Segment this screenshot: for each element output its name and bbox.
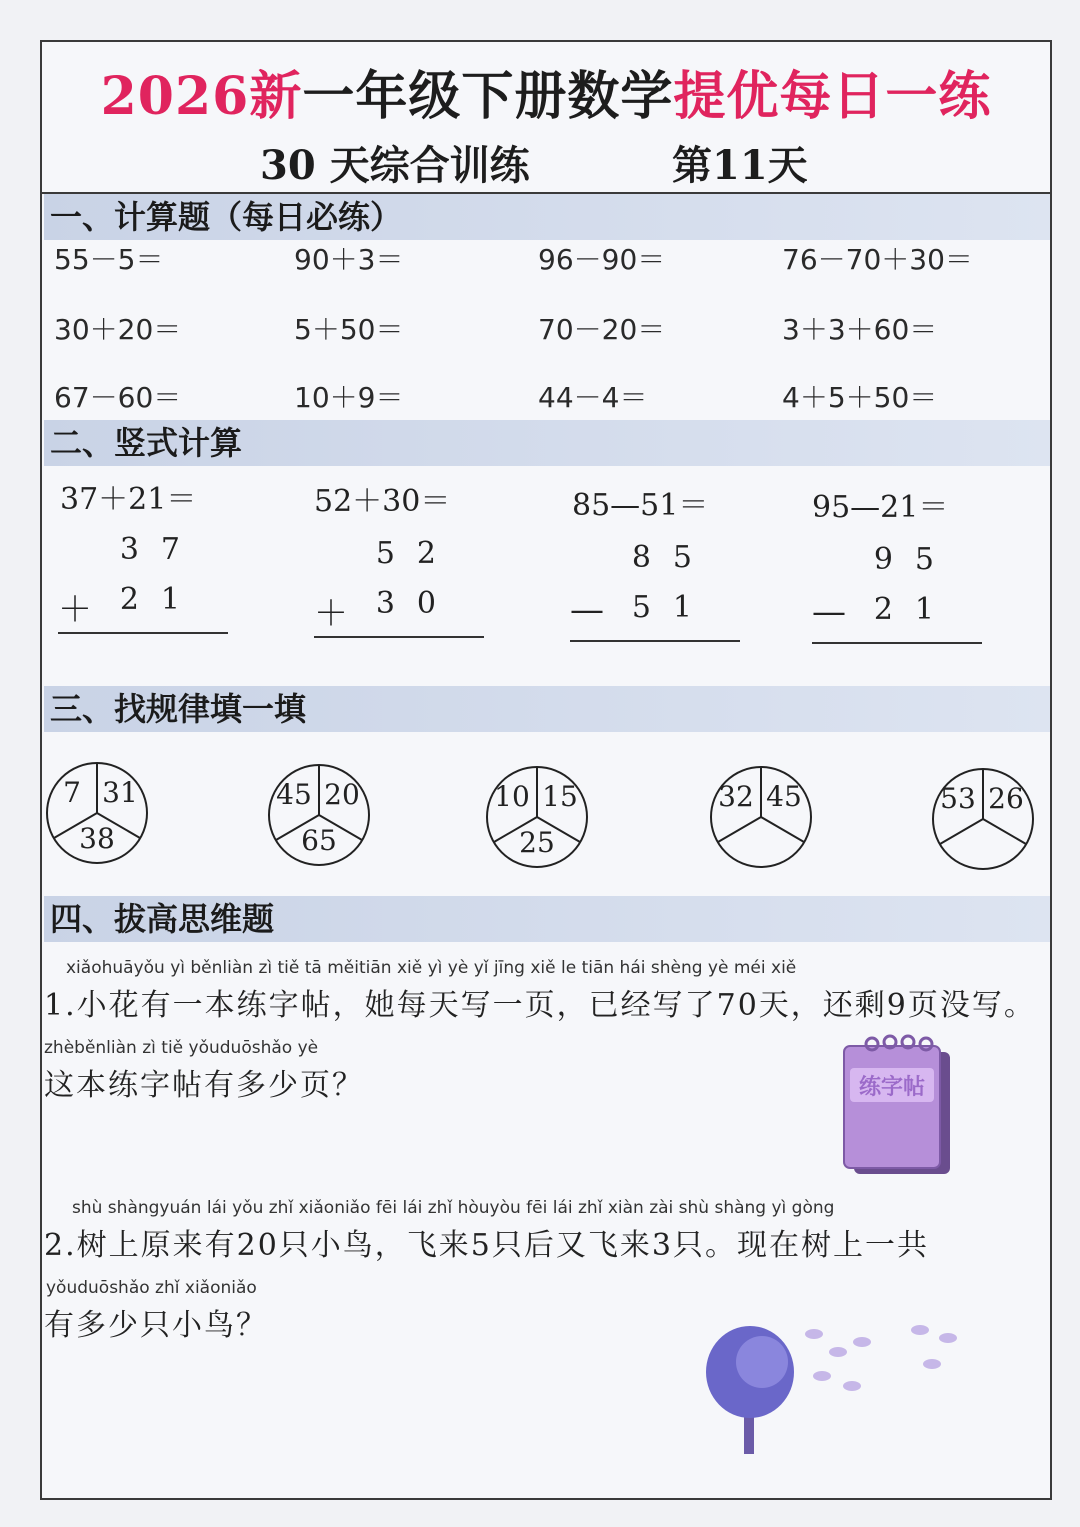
q1-text-line-1: 1.小花有一本练字帖，她每天写一页，已经写了70天，还剩9页没写。 (44, 988, 1036, 1023)
calc-row-1 (42, 238, 1050, 288)
vertical-operator: ＋ (58, 590, 92, 630)
title-new: 新 (249, 66, 303, 127)
subtitle-left: 30 天综合训练 (260, 142, 530, 189)
circle-value-b: 15 (542, 780, 578, 813)
circle-value-a: 7 (63, 776, 81, 809)
vertical-operator: — (812, 592, 846, 632)
calc-item: 96－90＝ (538, 243, 666, 276)
vertical-work-3 (570, 540, 750, 650)
circle-value-c: 38 (79, 822, 115, 855)
subtitle-right: 第11天 (672, 142, 808, 189)
calc-item: 55－5＝ (54, 243, 164, 276)
tree-birds-illustration (692, 1302, 992, 1472)
copybook-illustration (832, 1032, 962, 1182)
vertical-equation: 85—51＝ (572, 488, 709, 523)
calc-item: 44－4＝ (538, 381, 648, 414)
copybook-label: 练字帖 (858, 1075, 926, 1100)
circle-value-a: 32 (718, 780, 754, 813)
section2-heading: 二、竖式计算 (44, 420, 1050, 466)
vertical-bottom: 30 (375, 586, 458, 621)
vertical-line (570, 640, 740, 642)
section1-heading: 一、计算题（每日必练） (44, 194, 1050, 240)
calc-item: 4＋5＋50＝ (782, 381, 938, 414)
circle-value-a: 53 (940, 782, 976, 815)
vertical-operator: ＋ (314, 594, 348, 634)
circle-value-a: 45 (276, 778, 312, 811)
calc-row-2 (42, 308, 1050, 358)
vertical-operator: — (570, 590, 604, 630)
pattern-circle (42, 758, 152, 868)
vertical-top: 85 (631, 540, 714, 575)
q2-pinyin-line-2: yǒuduōshǎo zhǐ xiǎoniǎo (46, 1278, 257, 1298)
vertical-line (812, 642, 982, 644)
q2-pinyin-line-1: shù shàngyuán lái yǒu zhǐ xiǎoniǎo fēi lái zhǐ hòuyòu fēi lái zhǐ xiàn zài shù shàng yì gòng (72, 1198, 835, 1218)
vertical-top: 52 (375, 536, 458, 571)
subtitle (42, 134, 1050, 194)
calc-item: 30＋20＝ (54, 313, 182, 346)
vertical-top: 37 (119, 532, 202, 567)
calc-item: 10＋9＝ (294, 381, 404, 414)
pattern-circle (482, 762, 592, 872)
circle-value-a: 10 (494, 780, 530, 813)
calc-item: 70－20＝ (538, 313, 666, 346)
q1-pinyin-line-2: zhèběnliàn zì tiě yǒuduōshǎo yè (44, 1038, 319, 1058)
vertical-line (58, 632, 228, 634)
circle-value-c: 25 (519, 826, 555, 859)
circle-value-b: 20 (324, 778, 360, 811)
calc-item: 5＋50＝ (294, 313, 404, 346)
section3-heading: 三、找规律填一填 (44, 686, 1050, 732)
calc-item: 90＋3＝ (294, 243, 404, 276)
worksheet (40, 40, 1052, 1500)
q1-pinyin-line-1: xiǎohuāyǒu yì běnliàn zì tiě tā měitiān xiě yì yè yǐ jīng xiě le tiān hái shèng yè méi xiě (66, 958, 797, 978)
vertical-work-1 (58, 532, 238, 642)
vertical-equation: 95—21＝ (812, 490, 949, 525)
calc-item: 76－70＋30＝ (782, 243, 973, 276)
circle-value-b: 45 (766, 780, 802, 813)
circle-value-c: 65 (301, 824, 337, 857)
vertical-bottom: 21 (873, 592, 956, 627)
worksheet-title (42, 54, 1050, 134)
title-middle: 一年级下册数学 (302, 66, 674, 127)
q2-text-line-1: 2.树上原来有20只小鸟，飞来5只后又飞来3只。现在树上一共 (44, 1228, 929, 1263)
q1-text-line-2: 这本练字帖有多少页？ (44, 1068, 364, 1103)
q2-text-line-2: 有多少只小鸟？ (44, 1308, 268, 1343)
pattern-circle (928, 764, 1038, 874)
vertical-work-4 (812, 542, 992, 652)
calc-row-3 (42, 376, 1050, 426)
vertical-top: 95 (873, 542, 956, 577)
title-tail: 提优每日一练 (673, 66, 992, 127)
vertical-equation: 37＋21＝ (60, 482, 197, 517)
circle-value-b: 31 (102, 776, 138, 809)
vertical-bottom: 51 (631, 590, 714, 625)
vertical-line (314, 636, 484, 638)
vertical-bottom: 21 (119, 582, 202, 617)
title-year: 2026 (100, 66, 250, 127)
vertical-equation: 52＋30＝ (314, 484, 451, 519)
section4-heading: 四、拔高思维题 (44, 896, 1050, 942)
pattern-circle (264, 760, 374, 870)
pattern-circle (706, 762, 816, 872)
vertical-work-2 (314, 536, 494, 646)
calc-item: 3＋3＋60＝ (782, 313, 938, 346)
calc-item: 67－60＝ (54, 381, 182, 414)
circle-value-b: 26 (988, 782, 1024, 815)
